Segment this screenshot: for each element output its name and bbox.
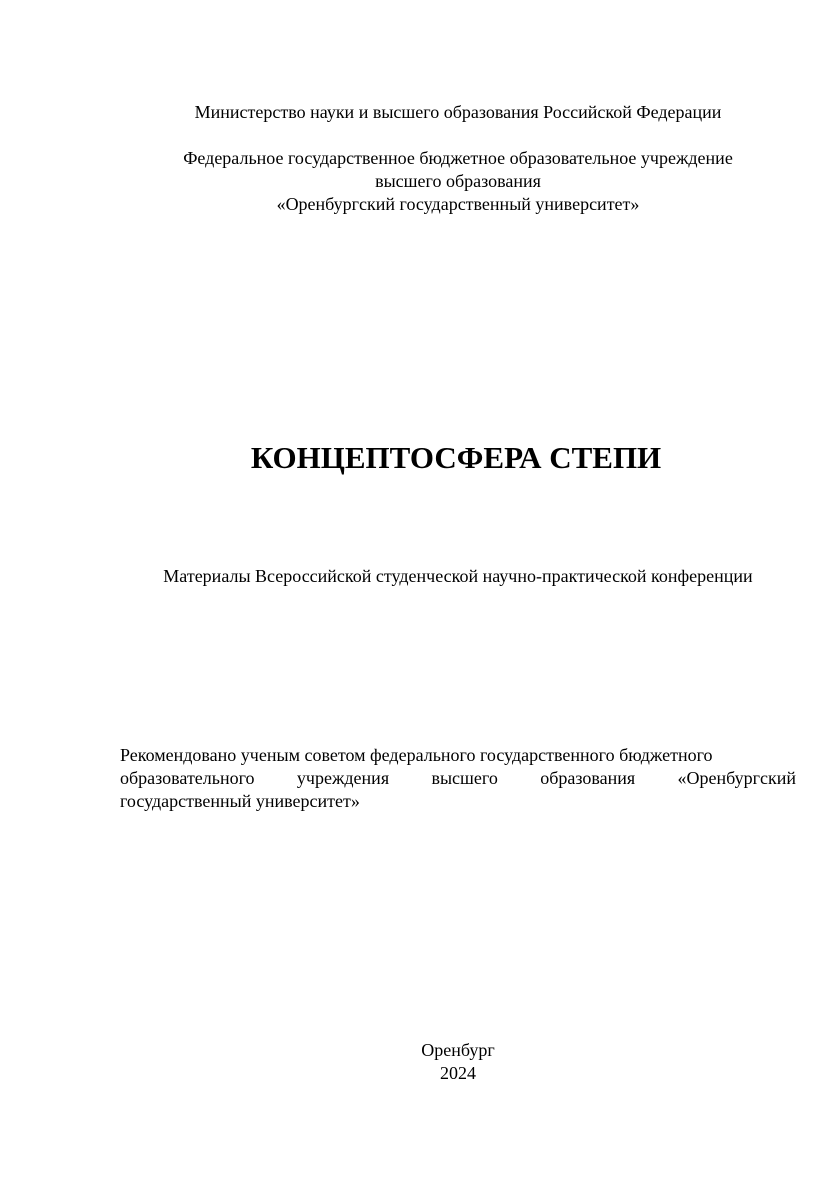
ministry-line: Министерство науки и высшего образования Российской Федерации bbox=[194, 102, 722, 122]
document-subtitle: Материалы Всероссийской студенческой научно-практической конференции bbox=[163, 566, 753, 586]
institution-line-2: высшего образования bbox=[375, 171, 541, 191]
recommendation-word: образовательного bbox=[120, 768, 255, 788]
recommendation-word: образования bbox=[540, 768, 636, 788]
recommendation-word: учреждения bbox=[296, 768, 390, 788]
institution-line-3: «Оренбургский государственный университет» bbox=[276, 194, 640, 214]
recommendation-line-3: государственный университет» bbox=[120, 791, 360, 811]
recommendation-block bbox=[120, 744, 796, 813]
footer-year: 2024 bbox=[440, 1063, 476, 1083]
recommendation-word: высшего bbox=[431, 768, 498, 788]
recommendation-word: «Оренбургский bbox=[677, 768, 796, 788]
recommendation-line-1: Рекомендовано ученым советом федерального государственного бюджетного bbox=[120, 745, 713, 765]
recommendation-line-2 bbox=[120, 767, 796, 790]
document-title: КОНЦЕПТОСФЕРА СТЕПИ bbox=[250, 440, 662, 475]
footer-city: Оренбург bbox=[421, 1040, 495, 1060]
institution-line-1: Федеральное государственное бюджетное образовательное учреждение bbox=[183, 148, 733, 168]
